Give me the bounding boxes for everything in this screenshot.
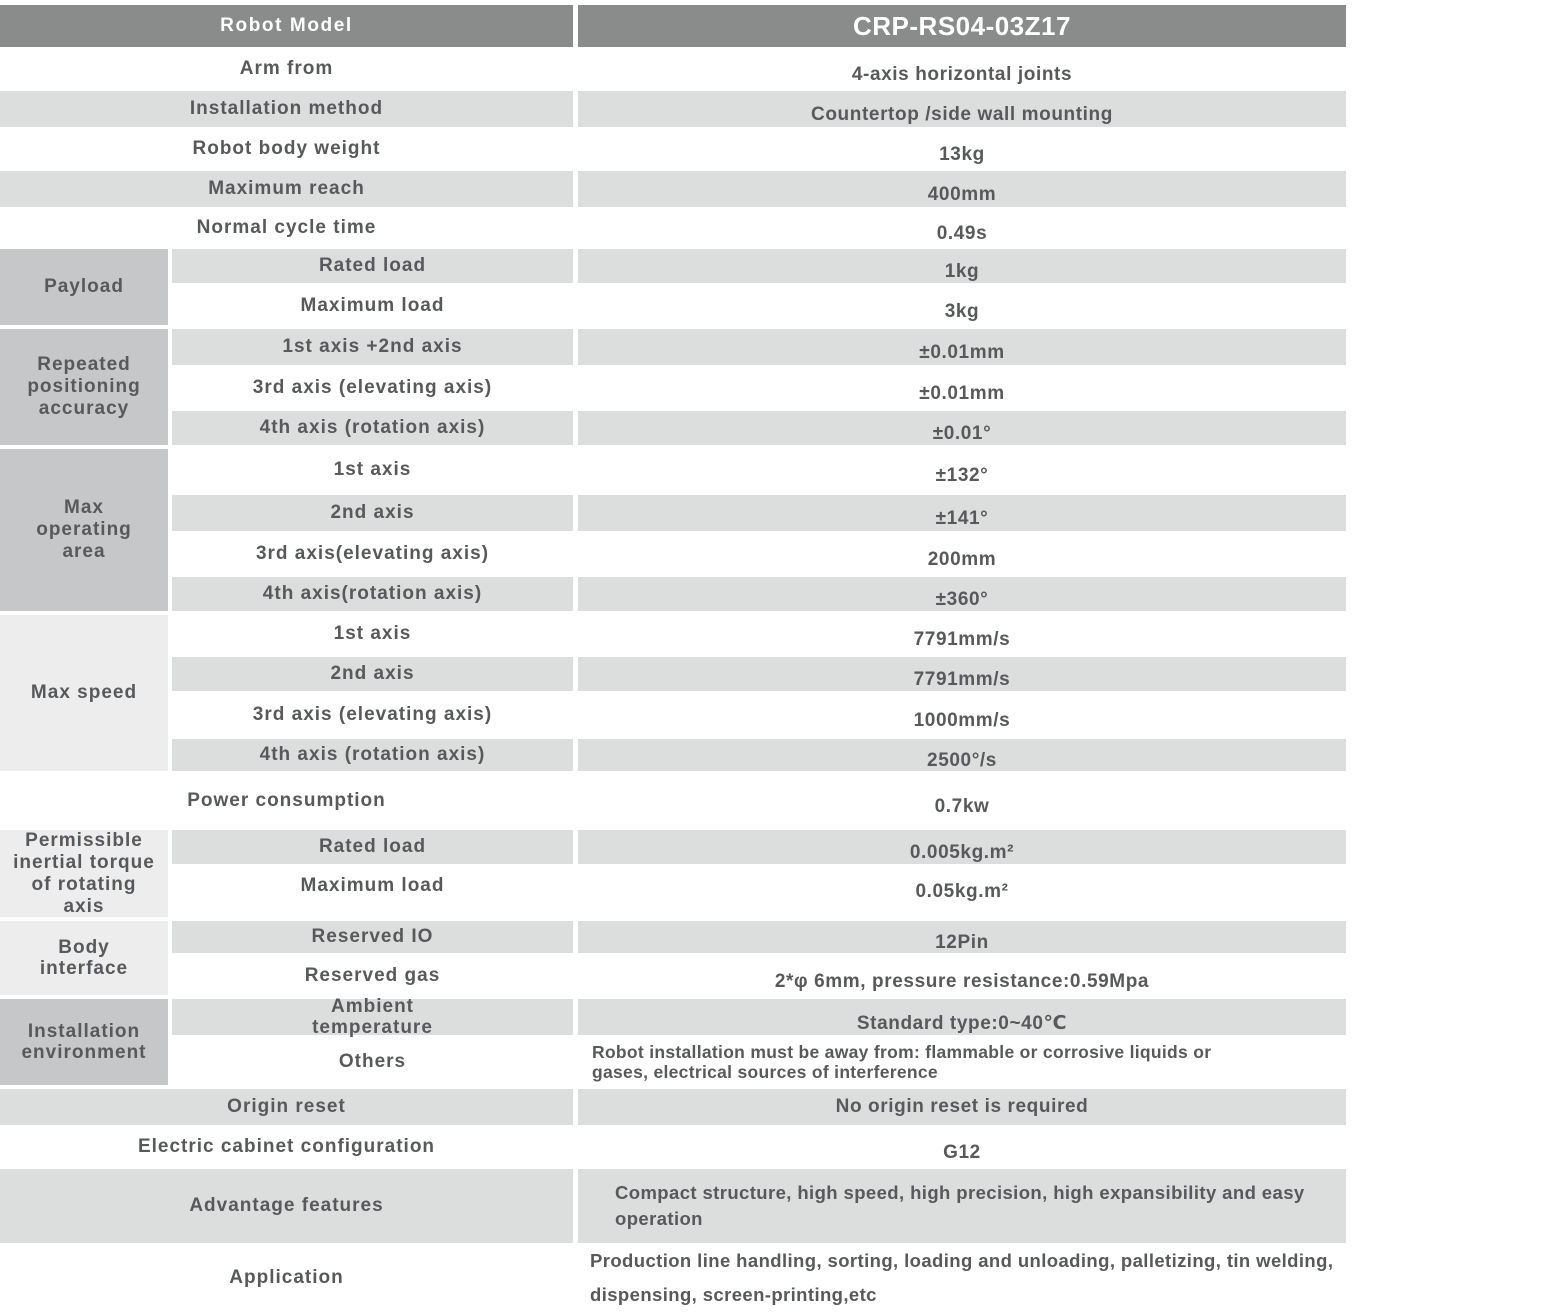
speed-2nd-axis-value: 7791mm/s xyxy=(913,669,1011,690)
row-payload-maximum-load xyxy=(172,285,1346,327)
normal-cycle-time-label: Normal cycle time xyxy=(196,217,377,239)
robot-model-heading: Robot Model xyxy=(220,15,353,37)
maximum-load-label: Maximum load xyxy=(300,295,445,317)
maximum-reach-value: 400mm xyxy=(927,184,997,205)
payload-group-label: Payload xyxy=(44,276,124,298)
row-electric-cabinet-configuration xyxy=(0,1127,1346,1167)
normal-cycle-time-value: 0.49s xyxy=(936,223,988,244)
row-torque-maximum-load xyxy=(172,866,1346,906)
speed-3rd-axis-label: 3rd axis (elevating axis) xyxy=(252,704,493,726)
origin-reset-label: Origin reset xyxy=(227,1096,346,1118)
max-operating-area-group-label: Max operating area xyxy=(36,497,132,562)
row-area-3rd-axis xyxy=(172,533,1346,575)
speed-4th-axis-label: 4th axis (rotation axis) xyxy=(259,744,486,766)
row-advantage-features xyxy=(0,1167,1346,1245)
row-speed-1st-axis xyxy=(172,613,1346,655)
row-maximum-reach xyxy=(0,169,1346,209)
advantage-features-value: Compact structure, high speed, high precision, high expansibility and easy operation xyxy=(615,1182,1305,1230)
area-1st-axis-label: 1st axis xyxy=(333,459,412,481)
ambient-temperature-label: Ambient temperature xyxy=(312,995,433,1039)
speed-1st-axis-label: 1st axis xyxy=(333,623,412,645)
row-accuracy-4th-axis xyxy=(172,409,1346,447)
others-label: Others xyxy=(338,1051,407,1073)
accuracy-4th-axis-value: ±0.01° xyxy=(932,423,992,444)
permissible-inertial-torque-group-label: Permissible inertial torque of rotating axis xyxy=(13,830,155,917)
group-max-operating-area xyxy=(0,447,1346,613)
electric-cabinet-configuration-label: Electric cabinet configuration xyxy=(137,1136,436,1158)
group-body-interface xyxy=(0,919,1346,997)
group-repeated-positioning-accuracy xyxy=(0,327,1346,447)
area-2nd-axis-label: 2nd axis xyxy=(330,502,415,524)
robot-model-number: CRP-RS04-03Z17 xyxy=(853,10,1071,41)
origin-reset-value: No origin reset is required xyxy=(835,1096,1089,1118)
maximum-load-value: 3kg xyxy=(944,301,980,322)
group-payload xyxy=(0,247,1346,327)
group-max-speed xyxy=(0,613,1346,773)
torque-rated-load-label: Rated load xyxy=(318,836,427,858)
row-power-consumption xyxy=(0,773,1346,828)
area-3rd-axis-label: 3rd axis(elevating axis) xyxy=(255,543,490,565)
accuracy-1st-2nd-axis-label: 1st axis +2nd axis xyxy=(282,336,463,358)
arm-from-label: Arm from xyxy=(239,58,334,80)
robot-body-weight-label: Robot body weight xyxy=(192,138,381,160)
robot-body-weight-value: 13kg xyxy=(939,144,985,165)
application-value: Production line handling, sorting, loading and unloading, palletizing, tin welding, dispensing, screen-printing,etc xyxy=(590,1249,1334,1305)
advantage-features-label: Advantage features xyxy=(189,1195,384,1217)
row-normal-cycle-time xyxy=(0,209,1346,247)
speed-1st-axis-value: 7791mm/s xyxy=(913,629,1011,650)
reserved-io-label: Reserved IO xyxy=(311,926,434,948)
row-accuracy-1st-2nd-axis xyxy=(172,327,1346,367)
row-payload-rated-load xyxy=(172,247,1346,285)
torque-maximum-load-label: Maximum load xyxy=(300,875,445,897)
header-row xyxy=(0,3,1346,49)
maximum-reach-label: Maximum reach xyxy=(208,178,365,200)
speed-2nd-axis-label: 2nd axis xyxy=(330,663,415,685)
row-origin-reset xyxy=(0,1087,1346,1127)
torque-maximum-load-value: 0.05kg.m² xyxy=(915,881,1009,902)
row-speed-2nd-axis xyxy=(172,655,1346,693)
row-area-4th-axis xyxy=(172,575,1346,613)
row-area-1st-axis xyxy=(172,447,1346,493)
power-consumption-label: Power consumption xyxy=(187,789,386,811)
accuracy-3rd-axis-label: 3rd axis (elevating axis) xyxy=(252,377,493,399)
row-speed-3rd-axis xyxy=(172,693,1346,737)
group-installation-environment xyxy=(0,997,1346,1087)
max-speed-group-label: Max speed xyxy=(30,682,138,704)
accuracy-1st-2nd-axis-value: ±0.01mm xyxy=(919,342,1005,363)
area-3rd-axis-value: 200mm xyxy=(927,549,997,570)
reserved-gas-value: 2*φ 6mm, pressure resistance:0.59Mpa xyxy=(774,971,1150,993)
row-robot-body-weight xyxy=(0,129,1346,169)
others-value: Robot installation must be away from: flammable or corrosive liquids or gases, electrical sources of interference xyxy=(592,1041,1212,1083)
area-2nd-axis-value: ±141° xyxy=(935,508,989,529)
power-consumption-value: 0.7kw xyxy=(934,795,990,817)
header-label-cell xyxy=(0,5,573,47)
header-value-cell xyxy=(578,5,1346,47)
area-4th-axis-label: 4th axis(rotation axis) xyxy=(262,583,483,605)
row-accuracy-3rd-axis xyxy=(172,367,1346,409)
accuracy-4th-axis-label: 4th axis (rotation axis) xyxy=(259,417,486,439)
reserved-io-value: 12Pin xyxy=(935,932,989,954)
row-ambient-temperature xyxy=(172,997,1346,1037)
installation-method-value: Countertop /side wall mounting xyxy=(811,104,1113,125)
reserved-gas-label: Reserved gas xyxy=(304,965,441,987)
row-area-2nd-axis xyxy=(172,493,1346,533)
ambient-temperature-value: Standard type:0~40℃ xyxy=(856,1012,1068,1034)
torque-rated-load-value: 0.005kg.m² xyxy=(909,842,1015,863)
area-4th-axis-value: ±360° xyxy=(935,589,989,610)
row-torque-rated-load xyxy=(172,828,1346,866)
accuracy-3rd-axis-value: ±0.01mm xyxy=(919,383,1005,404)
row-application xyxy=(0,1245,1346,1310)
repeated-positioning-accuracy-group-label: Repeated positioning accuracy xyxy=(27,354,141,419)
area-1st-axis-value: ±132° xyxy=(935,465,989,486)
installation-method-label: Installation method xyxy=(189,98,384,120)
group-permissible-inertial-torque xyxy=(0,828,1346,919)
speed-3rd-axis-value: 1000mm/s xyxy=(913,710,1011,731)
row-others xyxy=(172,1037,1346,1087)
installation-environment-group-label: Installation environment xyxy=(21,1020,147,1064)
rated-load-value: 1kg xyxy=(944,261,980,282)
application-label: Application xyxy=(229,1266,344,1288)
body-interface-group-label: Body interface xyxy=(39,936,129,980)
speed-4th-axis-value: 2500°/s xyxy=(927,750,997,771)
row-reserved-io xyxy=(172,919,1346,955)
electric-cabinet-configuration-value: G12 xyxy=(943,1142,981,1164)
row-reserved-gas xyxy=(172,955,1346,997)
arm-from-value: 4-axis horizontal joints xyxy=(851,64,1073,85)
row-arm-from xyxy=(0,49,1346,89)
rated-load-label: Rated load xyxy=(318,255,427,277)
row-installation-method xyxy=(0,89,1346,129)
row-speed-4th-axis xyxy=(172,737,1346,773)
